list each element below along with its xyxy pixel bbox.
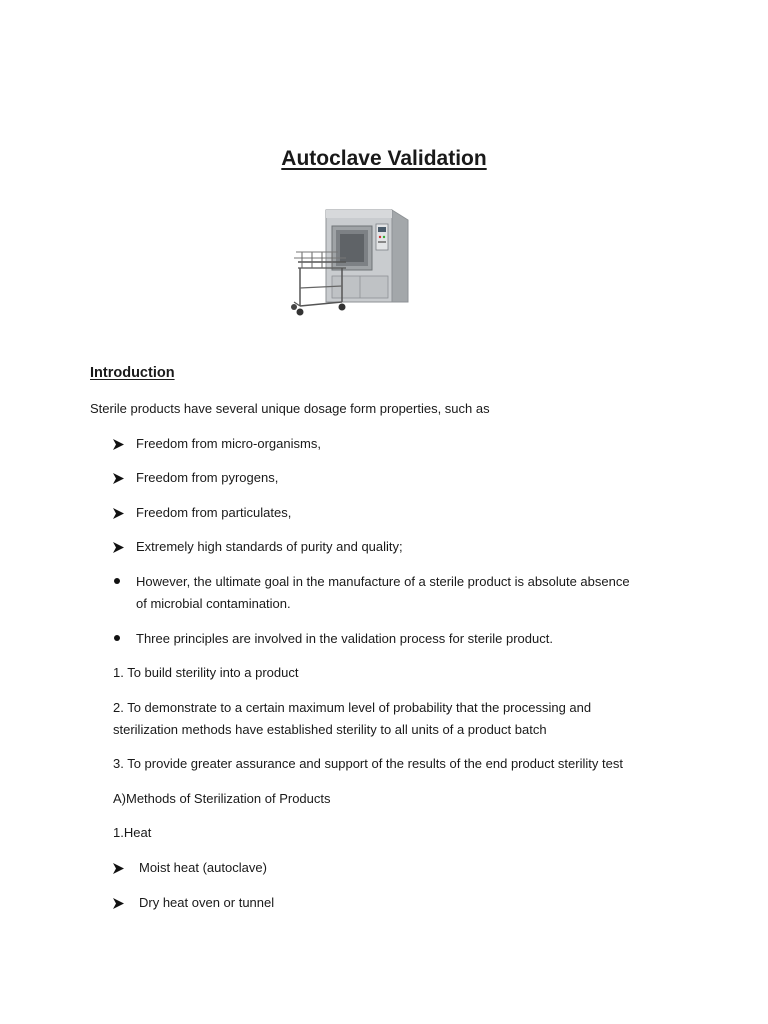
- principle-1: 1. To build sterility into a product: [113, 665, 299, 680]
- principle-2-line-2: sterilization methods have established sterility to all units of a product batch: [113, 722, 547, 737]
- list-item-text: Three principles are involved in the validation process for sterile product.: [136, 631, 553, 646]
- section-heading-introduction: Introduction: [90, 365, 175, 381]
- list-item-text: Freedom from particulates,: [136, 505, 292, 520]
- list-item-text: Dry heat oven or tunnel: [139, 895, 275, 910]
- list-item-text: Freedom from micro-organisms,: [136, 436, 321, 451]
- heat-heading: 1.Heat: [113, 825, 152, 840]
- arrow-bullet-icon: [112, 857, 128, 879]
- list-item-text-line: However, the ultimate goal in the manufacture of a sterile product is absolute absence: [136, 574, 630, 589]
- list-item-text-line: of microbial contamination.: [136, 596, 291, 611]
- principle-2-line-1: 2. To demonstrate to a certain maximum level of probability that the processing and: [113, 700, 592, 715]
- list-item-text: Extremely high standards of purity and quality;: [136, 539, 403, 554]
- arrow-bullet-icon: [112, 536, 128, 558]
- arrow-bullet-icon: [112, 892, 128, 914]
- dot-bullet-icon: [112, 628, 128, 650]
- dot-bullet-icon: [112, 571, 128, 593]
- arrow-bullet-icon: [112, 502, 128, 524]
- methods-heading: A)Methods of Sterilization of Products: [113, 791, 331, 806]
- list-item-text: Moist heat (autoclave): [139, 860, 267, 875]
- list-item-text: [136, 571, 696, 615]
- arrow-bullet-icon: [112, 433, 128, 455]
- list-item-text: Freedom from pyrogens,: [136, 470, 279, 485]
- intro-sentence: Sterile products have several unique dosage form properties, such as: [90, 401, 490, 416]
- principle-3: 3. To provide greater assurance and support of the results of the end product sterility test: [113, 756, 623, 771]
- autoclave-image: [288, 206, 414, 322]
- arrow-bullet-icon: [112, 467, 128, 489]
- document-title: Autoclave Validation: [281, 147, 487, 170]
